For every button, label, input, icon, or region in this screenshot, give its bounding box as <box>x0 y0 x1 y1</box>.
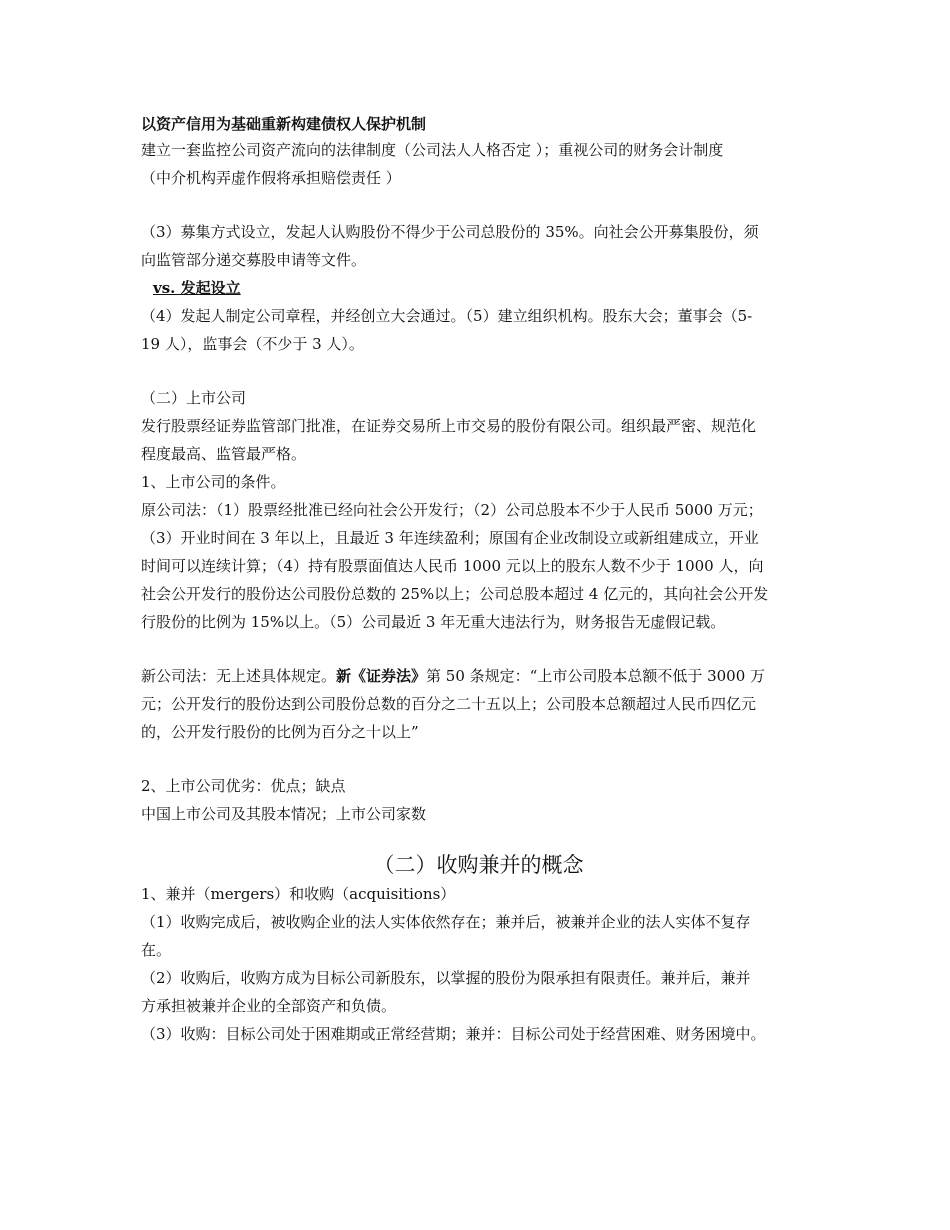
paragraph-line: （3）收购：目标公司处于困难期或正常经营期；兼并：目标公司处于经营困难、财务困境中。 <box>141 1025 766 1043</box>
paragraph-line: 发行股票经证券监管部门批准，在证券交易所上市交易的股份有限公司。组织最严密、规范化 <box>141 417 757 435</box>
section-heading-creditor-protection: 以资产信用为基础重新构建债权人保护机制 <box>141 115 427 133</box>
paragraph-line: 时间可以连续计算；（4）持有股票面值达人民币 1000 元以上的股东人数不少于 1000 人，向 <box>141 557 764 575</box>
paragraph-line: 的，公开发行股份的比例为百分之十以上” <box>141 723 419 741</box>
section-title-mergers: （二）收购兼并的概念 <box>373 853 584 877</box>
spacer <box>141 746 816 772</box>
paragraph-line: （3）募集方式设立，发起人认购股份不得少于公司总股份的 35%。向社会公开募集股份，须 <box>141 223 759 241</box>
paragraph-line: 原公司法：（1）股票经批准已经向社会公开发行；（2）公司总股本不少于人民币 5000 万元； <box>141 501 763 519</box>
paragraph-line: （4）发起人制定公司章程，并经创立大会通过。（5）建立组织机构。股东大会；董事会（5- <box>141 307 753 325</box>
paragraph-line: （1）收购完成后，被收购企业的法人实体依然存在；兼并后，被兼并企业的法人实体不复存 <box>141 913 751 931</box>
spacer <box>141 636 816 662</box>
spacer <box>141 192 816 218</box>
spacer <box>141 358 816 384</box>
securities-law-bold: 新《证券法》 <box>336 667 427 685</box>
paragraph-line: 19 人），监事会（不少于 3 人）。 <box>141 335 364 353</box>
new-law-suffix: 第 50 条规定：“上市公司股本总额不低于 3000 万 <box>426 667 766 685</box>
paragraph-line: （3）开业时间在 3 年以上，且最近 3 年连续盈利；原国有企业改制设立或新组建成立，开业 <box>141 529 759 547</box>
vs-subheading <box>141 274 816 302</box>
paragraph-line: 建立一套监控公司资产流向的法律制度（公司法人人格否定 ）；重视公司的财务会计制度 <box>141 141 724 159</box>
paragraph-line: （2）收购后，收购方成为目标公司新股东，以掌握的股份为限承担有限责任。兼并后，兼并 <box>141 969 751 987</box>
paragraph-line: 元；公开发行的股份达到公司股份总数的百分之二十五以上；公司股本总额超过人民币四亿元 <box>141 695 757 713</box>
document-page <box>141 112 816 1048</box>
paragraph-line: 1、上市公司的条件。 <box>141 473 286 491</box>
paragraph-line: 2、上市公司优劣：优点；缺点 <box>141 777 346 795</box>
paragraph-line: 1、兼并（mergers）和收购（acquisitions） <box>141 885 456 903</box>
paragraph-line: 在。 <box>141 941 172 959</box>
listed-company-heading: （二）上市公司 <box>141 389 247 407</box>
paragraph-line: 程度最高、监管最严格。 <box>141 445 307 463</box>
paragraph-line-new-law <box>141 662 816 690</box>
paragraph-line: 方承担被兼并企业的全部资产和负债。 <box>141 997 397 1015</box>
paragraph-line: （中介机构弄虚作假将承担赔偿责任 ） <box>141 169 401 187</box>
paragraph-line: 向监管部分递交募股申请等文件。 <box>141 251 367 269</box>
paragraph-line: 行股份的比例为 15%以上。（5）公司最近 3 年无重大违法行为，财务报告无虚假记载。 <box>141 613 726 631</box>
paragraph-line: 中国上市公司及其股本情况；上市公司家数 <box>141 805 427 823</box>
new-law-prefix: 新公司法：无上述具体规定。 <box>141 667 337 685</box>
paragraph-line: 社会公开发行的股份达公司股份总数的 25%以上；公司总股本超过 4 亿元的，其向社会公开发 <box>141 585 769 603</box>
spacer <box>141 828 816 850</box>
vs-subheading-text: vs. 发起设立 <box>153 279 241 297</box>
